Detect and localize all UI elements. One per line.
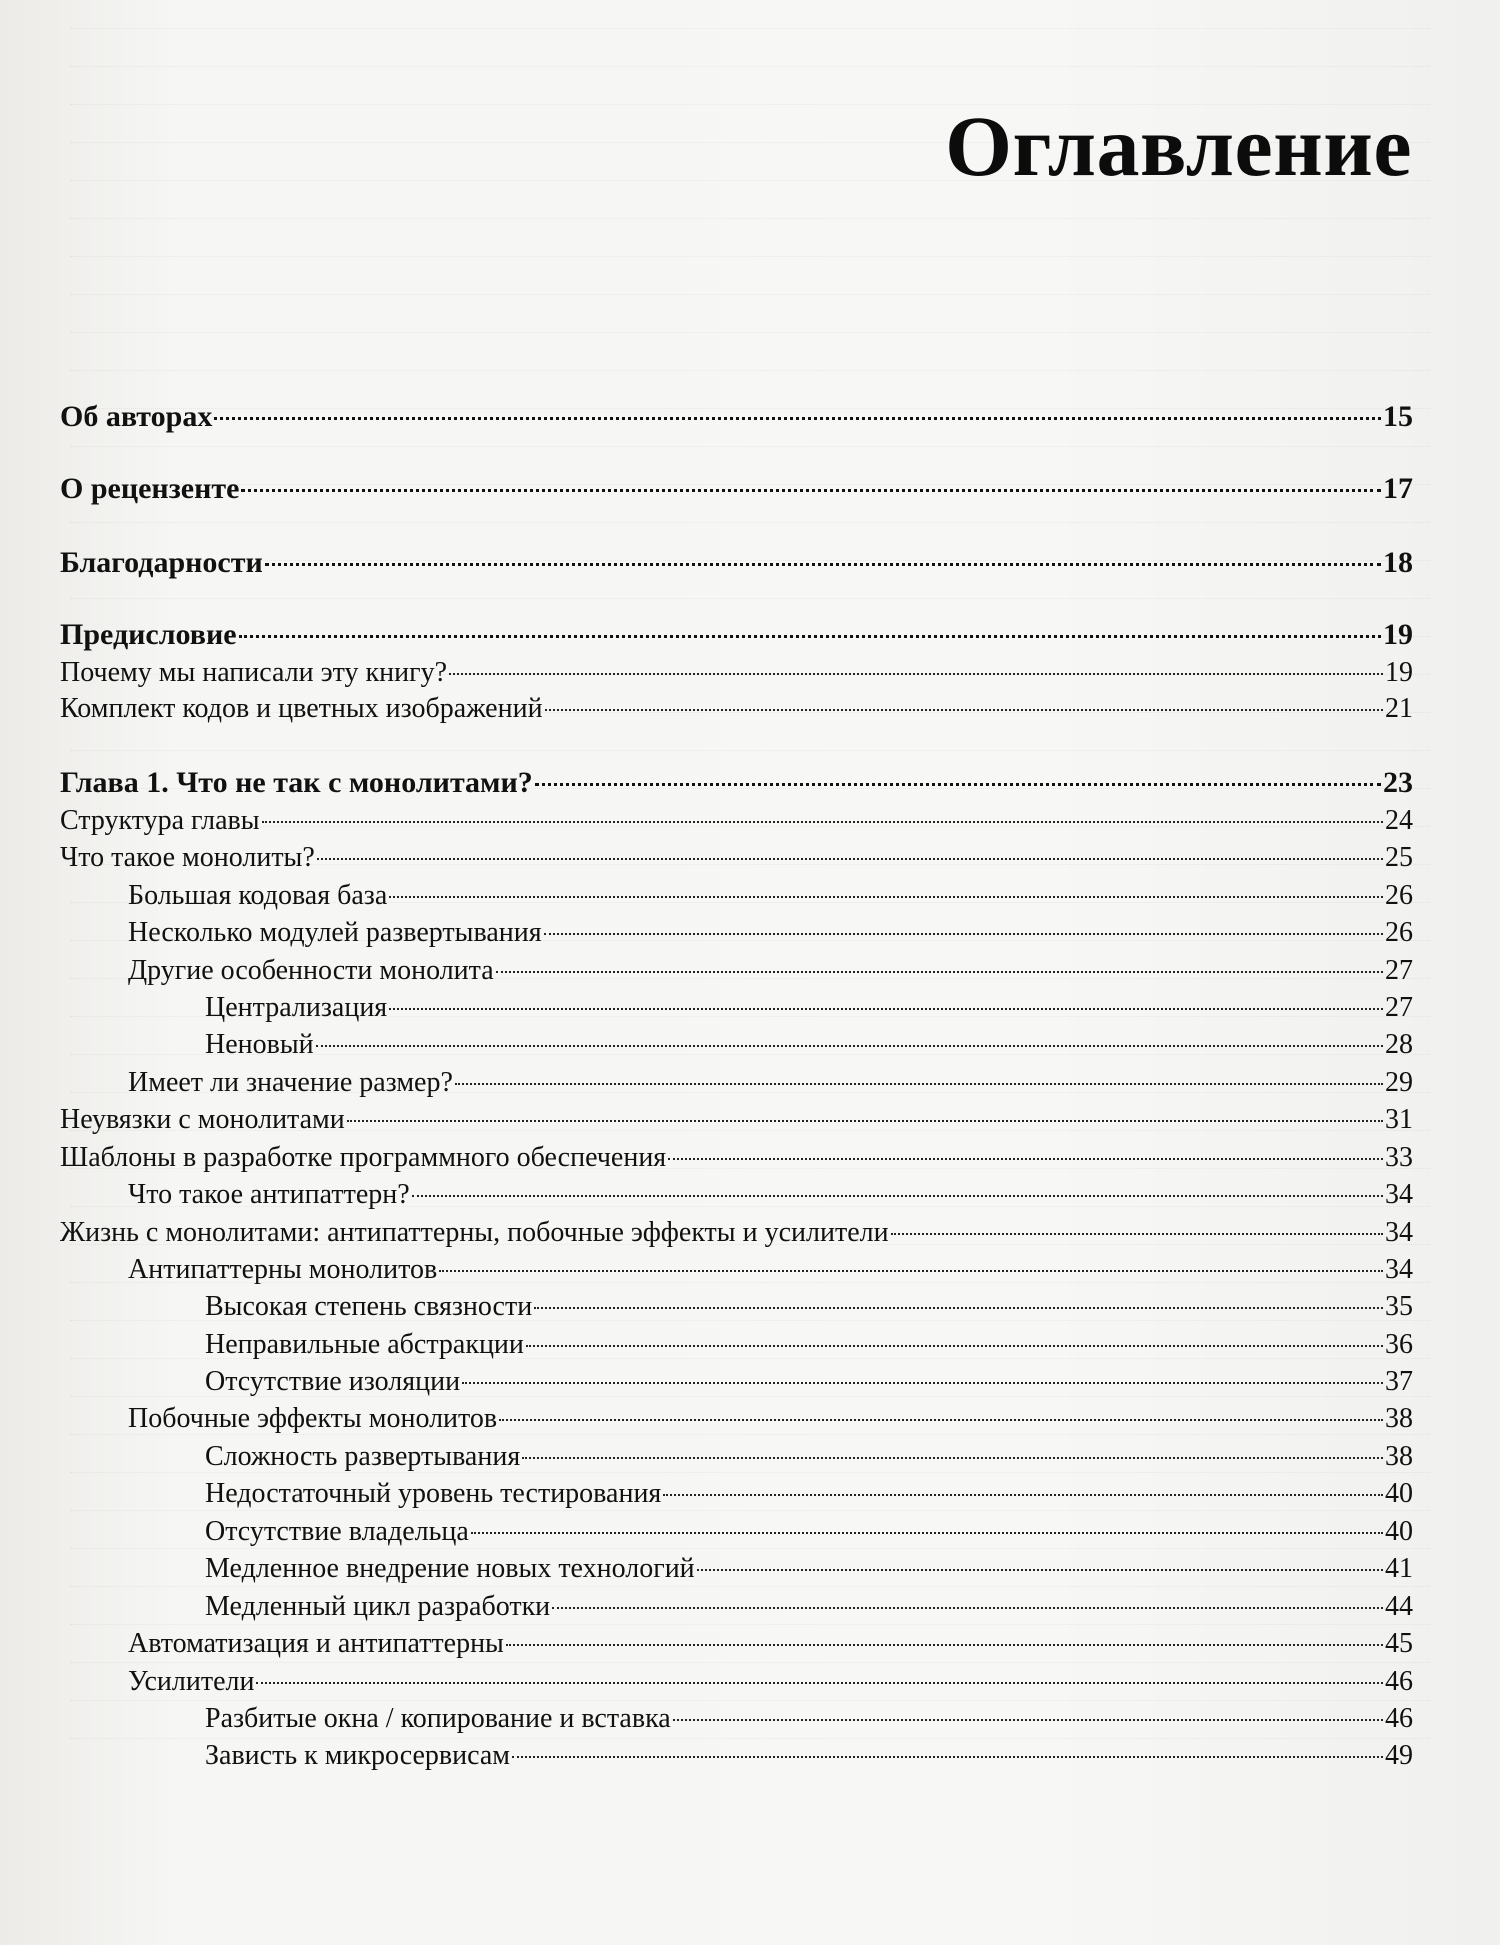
toc-entry-title: Автоматизация и антипаттерны (128, 1628, 504, 1659)
toc-entry (60, 1141, 1413, 1175)
dot-leader (552, 1607, 1383, 1609)
toc-entry-title: Сложность развертывания (205, 1441, 521, 1472)
toc-entry-title: Большая кодовая база (128, 880, 388, 911)
dot-leader (449, 673, 1383, 675)
bleed-through-line (70, 316, 1430, 333)
toc-page-number: 38 (1385, 1441, 1413, 1472)
dot-leader (239, 635, 1381, 638)
toc-entry-title: Структура главы (60, 805, 260, 836)
toc-entry-title: Шаблоны в разработке программного обеспечения (60, 1142, 667, 1173)
toc-page-number: 34 (1385, 1217, 1413, 1248)
toc-page-number: 40 (1385, 1478, 1413, 1509)
toc-entry-title: Об авторах (60, 400, 213, 433)
toc-entry-title: Что такое антипаттерн? (128, 1179, 410, 1210)
toc-page-number: 21 (1385, 693, 1413, 724)
toc-entry-title: Отсутствие изоляции (205, 1366, 461, 1397)
toc-page-number: 41 (1385, 1553, 1413, 1584)
toc-page-number: 33 (1385, 1142, 1413, 1173)
bleed-through-line (70, 240, 1430, 257)
toc-entry (60, 1702, 1413, 1736)
toc-page-number: 27 (1385, 992, 1413, 1023)
toc-entry (60, 656, 1413, 690)
toc-entry (60, 1552, 1413, 1586)
toc-entry (60, 692, 1413, 726)
toc-entry-title: Недостаточный уровень тестирования (205, 1478, 662, 1509)
toc-page-number: 34 (1385, 1254, 1413, 1285)
bleed-through-line (70, 202, 1430, 219)
dot-leader (673, 1719, 1383, 1721)
bleed-through-line (70, 50, 1430, 67)
dot-leader (439, 1270, 1383, 1272)
toc-entry-title: Разбитые окна / копирование и вставка (205, 1703, 671, 1734)
toc-entry (60, 1590, 1413, 1624)
toc-page-number: 35 (1385, 1291, 1413, 1322)
toc-entry (60, 766, 1413, 800)
toc-entry-title: Жизнь с монолитами: антипаттерны, побочные эффекты и усилители (60, 1217, 889, 1248)
toc-entry-title: Что такое монолиты? (60, 842, 315, 873)
toc-entry (60, 1440, 1413, 1474)
toc-page-number: 40 (1385, 1516, 1413, 1547)
dot-leader (471, 1532, 1383, 1534)
toc-entry (60, 618, 1413, 652)
dot-leader (535, 783, 1381, 786)
toc-entry-title: Глава 1. Что не так с монолитами? (60, 766, 533, 799)
dot-leader (499, 1419, 1383, 1421)
toc-entry (60, 1216, 1413, 1250)
toc-entry-title: Высокая степень связности (205, 1291, 533, 1322)
dot-leader (697, 1569, 1383, 1571)
toc-entry (60, 916, 1413, 950)
dot-leader (214, 417, 1381, 420)
toc-entry (60, 879, 1413, 913)
toc-page-number: 38 (1385, 1403, 1413, 1434)
dot-leader (506, 1644, 1383, 1646)
toc-entry (60, 804, 1413, 838)
toc-entry (60, 472, 1413, 506)
toc-entry-title: Благодарности (60, 546, 263, 579)
dot-leader (347, 1120, 1383, 1122)
toc-page-number: 44 (1385, 1591, 1413, 1622)
bleed-through-line (70, 734, 1430, 751)
toc-page-number: 15 (1383, 400, 1413, 433)
toc-page-number: 49 (1385, 1740, 1413, 1771)
toc-entry-title: Отсутствие владельца (205, 1516, 469, 1547)
toc-entry (60, 1178, 1413, 1212)
toc-entry-title: Неправильные абстракции (205, 1329, 524, 1360)
toc-page-number: 23 (1383, 766, 1413, 799)
toc-page-number: 19 (1383, 618, 1413, 651)
toc-entry-title: Имеет ли значение размер? (128, 1067, 453, 1098)
toc-page-number: 31 (1385, 1104, 1413, 1135)
toc-entry (60, 954, 1413, 988)
toc-page-number: 25 (1385, 842, 1413, 873)
dot-leader (544, 933, 1383, 935)
toc-entry-title: Антипаттерны монолитов (128, 1254, 438, 1285)
toc-entry (60, 1627, 1413, 1661)
toc-page-number: 46 (1385, 1666, 1413, 1697)
toc-page-number: 46 (1385, 1703, 1413, 1734)
toc-page-number: 18 (1383, 546, 1413, 579)
toc-entry (60, 1402, 1413, 1436)
dot-leader (265, 563, 1381, 566)
toc-page-number: 17 (1383, 472, 1413, 505)
dot-leader (455, 1083, 1383, 1085)
toc-entry-title: Неновый (205, 1029, 314, 1060)
toc-entry (60, 1665, 1413, 1699)
dot-leader (241, 489, 1381, 492)
bleed-through-line (70, 354, 1430, 371)
toc-entry (60, 1477, 1413, 1511)
toc-entry (60, 1103, 1413, 1137)
toc-entry-title: Зависть к микросервисам (205, 1740, 511, 1771)
dot-leader (496, 971, 1383, 973)
toc-entry (60, 1739, 1413, 1773)
dot-leader (462, 1382, 1383, 1384)
toc-page-number: 37 (1385, 1366, 1413, 1397)
toc-entry-title: Другие особенности монолита (128, 955, 494, 986)
dot-leader (412, 1195, 1383, 1197)
toc-page-number: 34 (1385, 1179, 1413, 1210)
toc-entry (60, 1028, 1413, 1062)
bleed-through-line (70, 12, 1430, 29)
toc-entry (60, 1066, 1413, 1100)
dot-leader (534, 1307, 1383, 1309)
toc-page-number: 29 (1385, 1067, 1413, 1098)
dot-leader (512, 1756, 1383, 1758)
toc-entry-title: Несколько модулей развертывания (128, 917, 542, 948)
toc-page-number: 28 (1385, 1029, 1413, 1060)
dot-leader (891, 1233, 1383, 1235)
toc-page-number: 26 (1385, 880, 1413, 911)
dot-leader (526, 1345, 1383, 1347)
toc-entry-title: Почему мы написали эту книгу? (60, 657, 448, 688)
toc-entry (60, 841, 1413, 875)
toc-entry-title: Побочные эффекты монолитов (128, 1403, 498, 1434)
dot-leader (389, 896, 1383, 898)
toc-entry (60, 1328, 1413, 1362)
dot-leader (316, 1045, 1383, 1047)
bleed-through-line (70, 278, 1430, 295)
toc-page-number: 45 (1385, 1628, 1413, 1659)
toc-entry-title: Комплект кодов и цветных изображений (60, 693, 543, 724)
toc-entry (60, 1290, 1413, 1324)
toc-entry (60, 1253, 1413, 1287)
toc-page-number: 26 (1385, 917, 1413, 948)
page-title: Оглавление (945, 98, 1412, 194)
toc-entry (60, 400, 1413, 434)
toc-page-number: 24 (1385, 805, 1413, 836)
toc-entry (60, 546, 1413, 580)
toc-page-number: 27 (1385, 955, 1413, 986)
dot-leader (389, 1008, 1383, 1010)
toc-page-number: 19 (1385, 657, 1413, 688)
dot-leader (663, 1494, 1383, 1496)
toc-entry-title: О рецензенте (60, 472, 240, 505)
dot-leader (522, 1457, 1383, 1459)
toc-entry-title: Медленный цикл разработки (205, 1591, 551, 1622)
toc-entry-title: Централизация (205, 992, 388, 1023)
toc-entry-title: Медленное внедрение новых технологий (205, 1553, 695, 1584)
dot-leader (262, 821, 1383, 823)
dot-leader (317, 858, 1383, 860)
toc-entry (60, 1515, 1413, 1549)
toc-entry-title: Неувязки с монолитами (60, 1104, 345, 1135)
toc-entry-title: Предисловие (60, 618, 237, 651)
dot-leader (545, 709, 1383, 711)
toc-entry-title: Усилители (128, 1666, 255, 1697)
toc-entry (60, 991, 1413, 1025)
dot-leader (256, 1682, 1383, 1684)
bleed-through-line (70, 582, 1430, 599)
bleed-through-line (70, 506, 1430, 523)
dot-leader (668, 1158, 1383, 1160)
toc-entry (60, 1365, 1413, 1399)
toc-page-number: 36 (1385, 1329, 1413, 1360)
